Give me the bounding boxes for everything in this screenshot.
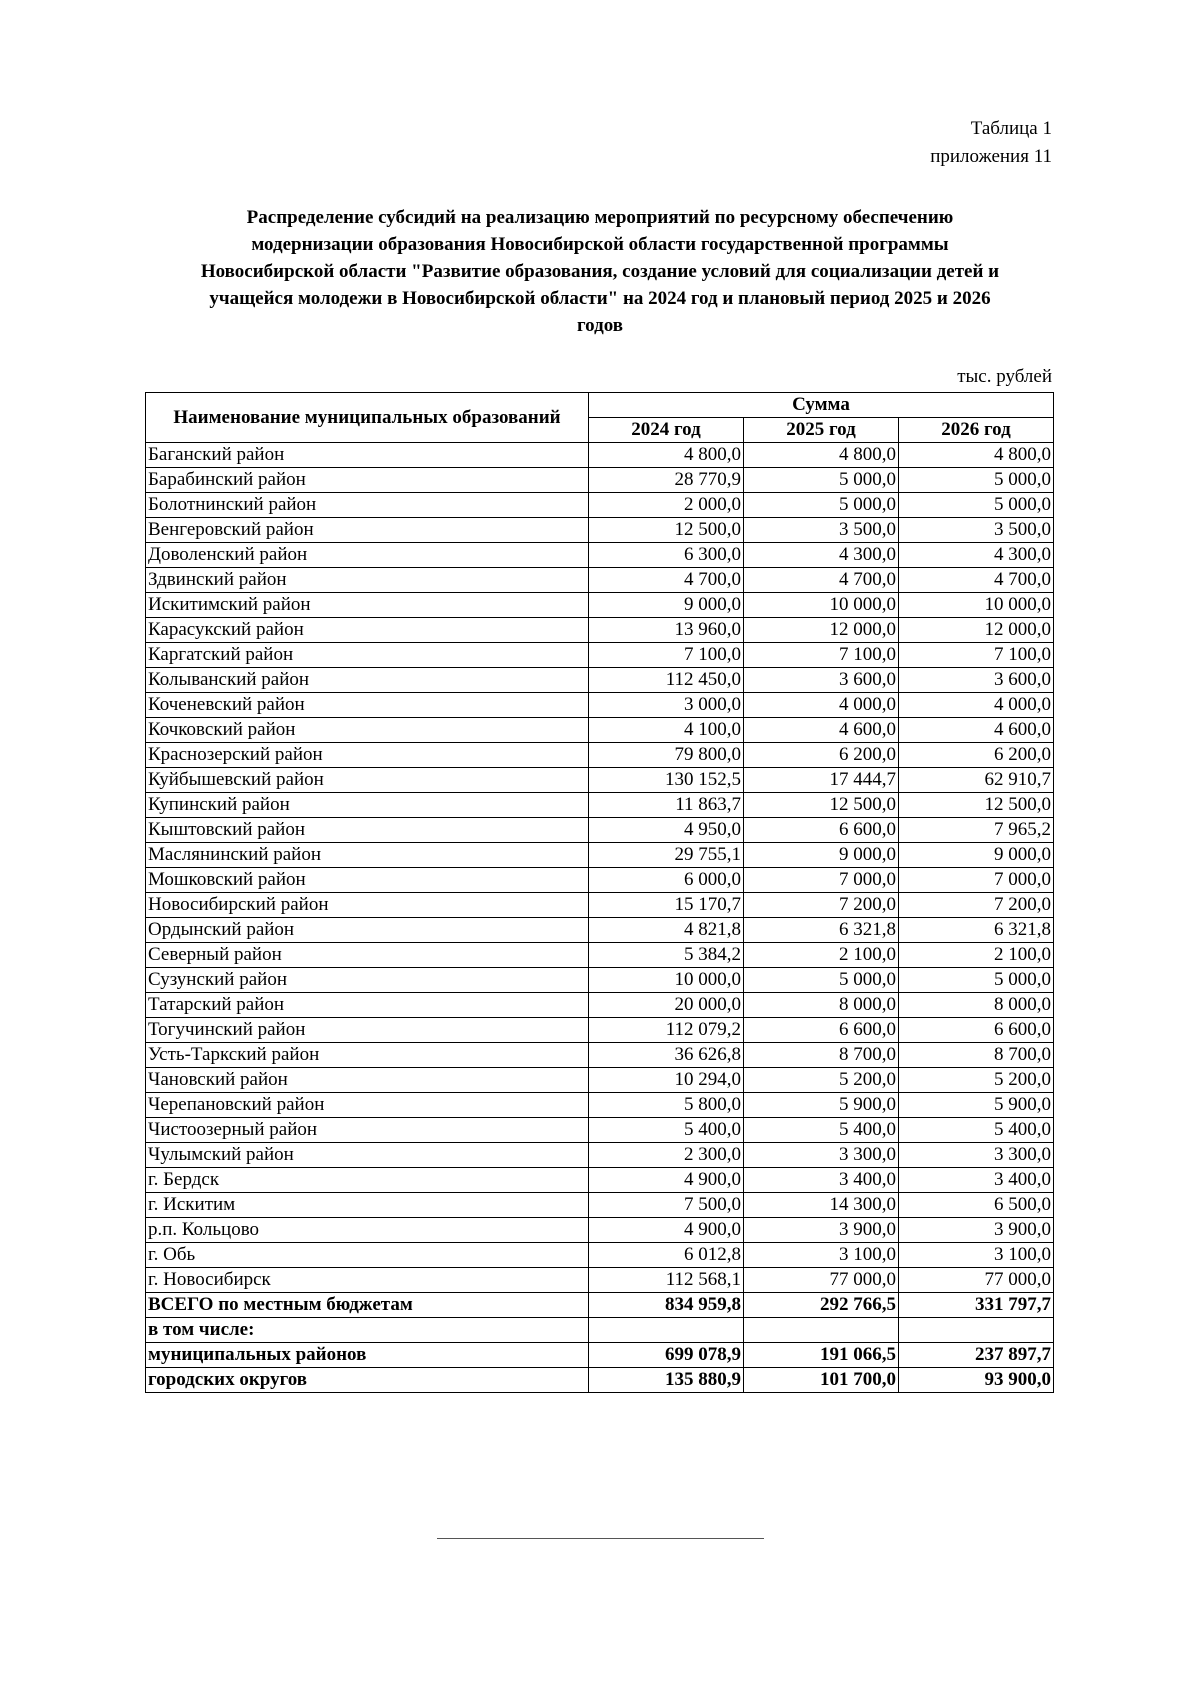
table-body bbox=[146, 443, 1054, 1393]
municipality-name-cell: Черепановский район bbox=[146, 1093, 589, 1118]
amount-cell: 13 960,0 bbox=[589, 618, 744, 643]
amount-cell: 4 300,0 bbox=[744, 543, 899, 568]
municipality-column-header: Наименование муниципальных образований bbox=[146, 393, 589, 443]
amount-cell: 4 000,0 bbox=[899, 693, 1054, 718]
table-row bbox=[146, 1118, 1054, 1143]
amount-cell: 7 000,0 bbox=[899, 868, 1054, 893]
amount-cell: 77 000,0 bbox=[899, 1268, 1054, 1293]
amount-cell: 5 000,0 bbox=[744, 493, 899, 518]
municipality-name-cell: Северный район bbox=[146, 943, 589, 968]
amount-cell: 4 821,8 bbox=[589, 918, 744, 943]
amount-cell: 5 400,0 bbox=[589, 1118, 744, 1143]
amount-cell: 2 100,0 bbox=[744, 943, 899, 968]
municipality-name-cell: р.п. Кольцово bbox=[146, 1218, 589, 1243]
amount-cell: 5 000,0 bbox=[899, 468, 1054, 493]
municipality-name-cell: в том числе: bbox=[146, 1318, 589, 1343]
amount-cell: 101 700,0 bbox=[744, 1368, 899, 1393]
table-row bbox=[146, 1368, 1054, 1393]
municipality-name-cell: Кочковский район bbox=[146, 718, 589, 743]
amount-cell: 4 700,0 bbox=[899, 568, 1054, 593]
amount-cell: 3 400,0 bbox=[744, 1168, 899, 1193]
title-line: модернизации образования Новосибирской области государственной программы bbox=[251, 234, 949, 255]
table-row bbox=[146, 1043, 1054, 1068]
amount-cell: 9 000,0 bbox=[744, 843, 899, 868]
table-row bbox=[146, 893, 1054, 918]
table-row bbox=[146, 1343, 1054, 1368]
municipality-name-cell: Здвинский район bbox=[146, 568, 589, 593]
amount-cell: 10 294,0 bbox=[589, 1068, 744, 1093]
amount-cell: 130 152,5 bbox=[589, 768, 744, 793]
units-label: тыс. рублей bbox=[957, 366, 1052, 387]
amount-cell: 191 066,5 bbox=[744, 1343, 899, 1368]
amount-cell: 2 000,0 bbox=[589, 493, 744, 518]
document-title bbox=[140, 204, 1060, 339]
title-line: годов bbox=[576, 315, 623, 336]
table-row bbox=[146, 1218, 1054, 1243]
amount-cell: 6 600,0 bbox=[744, 1018, 899, 1043]
amount-cell: 6 012,8 bbox=[589, 1243, 744, 1268]
amount-cell: 6 200,0 bbox=[899, 743, 1054, 768]
table-row bbox=[146, 743, 1054, 768]
table-row bbox=[146, 468, 1054, 493]
amount-cell: 4 600,0 bbox=[899, 718, 1054, 743]
amount-cell: 331 797,7 bbox=[899, 1293, 1054, 1318]
table-row bbox=[146, 1168, 1054, 1193]
sum-column-header: Сумма bbox=[589, 393, 1054, 418]
municipality-name-cell: Чановский район bbox=[146, 1068, 589, 1093]
municipality-name-cell: Чистоозерный район bbox=[146, 1118, 589, 1143]
municipality-name-cell: г. Новосибирск bbox=[146, 1268, 589, 1293]
amount-cell: 2 100,0 bbox=[899, 943, 1054, 968]
amount-cell: 4 000,0 bbox=[744, 693, 899, 718]
municipality-name-cell: Тогучинский район bbox=[146, 1018, 589, 1043]
amount-cell: 5 400,0 bbox=[744, 1118, 899, 1143]
amount-cell: 4 300,0 bbox=[899, 543, 1054, 568]
amount-cell: 4 600,0 bbox=[744, 718, 899, 743]
amount-cell: 112 568,1 bbox=[589, 1268, 744, 1293]
municipality-name-cell: г. Обь bbox=[146, 1243, 589, 1268]
amount-cell: 7 200,0 bbox=[899, 893, 1054, 918]
amount-cell: 4 700,0 bbox=[589, 568, 744, 593]
amount-cell: 135 880,9 bbox=[589, 1368, 744, 1393]
amount-cell: 5 200,0 bbox=[899, 1068, 1054, 1093]
amount-cell: 7 200,0 bbox=[744, 893, 899, 918]
amount-cell: 8 000,0 bbox=[744, 993, 899, 1018]
municipality-name-cell: г. Искитим bbox=[146, 1193, 589, 1218]
amount-cell: 4 100,0 bbox=[589, 718, 744, 743]
amount-cell: 112 450,0 bbox=[589, 668, 744, 693]
table-row bbox=[146, 918, 1054, 943]
amount-cell: 4 900,0 bbox=[589, 1168, 744, 1193]
title-line: Новосибирской области "Развитие образования, создание условий для социализации детей и bbox=[200, 261, 1000, 282]
amount-cell: 237 897,7 bbox=[899, 1343, 1054, 1368]
table-row bbox=[146, 1243, 1054, 1268]
amount-cell: 4 900,0 bbox=[589, 1218, 744, 1243]
table-row bbox=[146, 1268, 1054, 1293]
amount-cell: 10 000,0 bbox=[899, 593, 1054, 618]
amount-cell: 3 900,0 bbox=[744, 1218, 899, 1243]
title-line: Распределение субсидий на реализацию мероприятий по ресурсному обеспечению bbox=[246, 207, 954, 228]
year-column-header: 2026 год bbox=[899, 418, 1054, 443]
amount-cell: 3 600,0 bbox=[744, 668, 899, 693]
amount-cell: 3 100,0 bbox=[744, 1243, 899, 1268]
amount-cell: 5 800,0 bbox=[589, 1093, 744, 1118]
amount-cell: 834 959,8 bbox=[589, 1293, 744, 1318]
table-row bbox=[146, 643, 1054, 668]
amount-cell: 5 000,0 bbox=[744, 468, 899, 493]
municipality-name-cell: Усть-Таркский район bbox=[146, 1043, 589, 1068]
table-row bbox=[146, 843, 1054, 868]
amount-cell: 5 400,0 bbox=[899, 1118, 1054, 1143]
amount-cell: 7 965,2 bbox=[899, 818, 1054, 843]
municipality-name-cell: Баганский район bbox=[146, 443, 589, 468]
municipality-name-cell: Новосибирский район bbox=[146, 893, 589, 918]
table-row bbox=[146, 693, 1054, 718]
table-row bbox=[146, 818, 1054, 843]
amount-cell: 9 000,0 bbox=[589, 593, 744, 618]
amount-cell: 9 000,0 bbox=[899, 843, 1054, 868]
amount-cell: 6 321,8 bbox=[744, 918, 899, 943]
amount-cell: 3 400,0 bbox=[899, 1168, 1054, 1193]
amount-cell bbox=[589, 1318, 744, 1343]
amount-cell: 20 000,0 bbox=[589, 993, 744, 1018]
amount-cell: 7 000,0 bbox=[744, 868, 899, 893]
amount-cell: 36 626,8 bbox=[589, 1043, 744, 1068]
table-row bbox=[146, 443, 1054, 468]
amount-cell: 62 910,7 bbox=[899, 768, 1054, 793]
municipality-name-cell: Коченевский район bbox=[146, 693, 589, 718]
table-row bbox=[146, 593, 1054, 618]
table-row bbox=[146, 1018, 1054, 1043]
table-row bbox=[146, 1068, 1054, 1093]
amount-cell: 7 100,0 bbox=[899, 643, 1054, 668]
amount-cell: 3 300,0 bbox=[899, 1143, 1054, 1168]
municipality-name-cell: Татарский район bbox=[146, 993, 589, 1018]
amount-cell: 93 900,0 bbox=[899, 1368, 1054, 1393]
amount-cell: 5 000,0 bbox=[744, 968, 899, 993]
municipality-name-cell: Карасукский район bbox=[146, 618, 589, 643]
end-divider bbox=[437, 1538, 764, 1539]
amount-cell: 699 078,9 bbox=[589, 1343, 744, 1368]
amount-cell: 12 000,0 bbox=[899, 618, 1054, 643]
amount-cell: 112 079,2 bbox=[589, 1018, 744, 1043]
municipality-name-cell: Каргатский район bbox=[146, 643, 589, 668]
amount-cell: 12 500,0 bbox=[899, 793, 1054, 818]
table-row bbox=[146, 618, 1054, 643]
table-row bbox=[146, 1293, 1054, 1318]
municipality-name-cell: Маслянинский район bbox=[146, 843, 589, 868]
municipality-name-cell: Доволенский район bbox=[146, 543, 589, 568]
amount-cell: 3 500,0 bbox=[899, 518, 1054, 543]
municipality-name-cell: Колыванский район bbox=[146, 668, 589, 693]
table-row bbox=[146, 568, 1054, 593]
table-row bbox=[146, 793, 1054, 818]
table-row bbox=[146, 1093, 1054, 1118]
amount-cell: 3 900,0 bbox=[899, 1218, 1054, 1243]
table-row bbox=[146, 968, 1054, 993]
amount-cell: 7 100,0 bbox=[744, 643, 899, 668]
municipality-name-cell: Болотнинский район bbox=[146, 493, 589, 518]
amount-cell: 3 500,0 bbox=[744, 518, 899, 543]
table-reference: Таблица 1 bbox=[970, 118, 1052, 139]
table-row bbox=[146, 1318, 1054, 1343]
amount-cell: 2 300,0 bbox=[589, 1143, 744, 1168]
amount-cell: 6 300,0 bbox=[589, 543, 744, 568]
municipality-name-cell: городских округов bbox=[146, 1368, 589, 1393]
appendix-reference: приложения 11 bbox=[930, 146, 1052, 167]
amount-cell: 29 755,1 bbox=[589, 843, 744, 868]
amount-cell: 3 300,0 bbox=[744, 1143, 899, 1168]
year-column-header: 2025 год bbox=[744, 418, 899, 443]
table-row bbox=[146, 668, 1054, 693]
table-row bbox=[146, 1143, 1054, 1168]
amount-cell: 5 000,0 bbox=[899, 968, 1054, 993]
municipality-name-cell: Мошковский район bbox=[146, 868, 589, 893]
municipality-name-cell: муниципальных районов bbox=[146, 1343, 589, 1368]
amount-cell: 6 200,0 bbox=[744, 743, 899, 768]
amount-cell: 77 000,0 bbox=[744, 1268, 899, 1293]
table-row bbox=[146, 1193, 1054, 1218]
amount-cell: 7 100,0 bbox=[589, 643, 744, 668]
amount-cell: 11 863,7 bbox=[589, 793, 744, 818]
municipality-name-cell: Купинский район bbox=[146, 793, 589, 818]
amount-cell: 12 000,0 bbox=[744, 618, 899, 643]
municipality-name-cell: Куйбышевский район bbox=[146, 768, 589, 793]
table-row bbox=[146, 868, 1054, 893]
year-column-header: 2024 год bbox=[589, 418, 744, 443]
amount-cell: 5 200,0 bbox=[744, 1068, 899, 1093]
amount-cell: 6 500,0 bbox=[899, 1193, 1054, 1218]
amount-cell: 12 500,0 bbox=[589, 518, 744, 543]
amount-cell: 28 770,9 bbox=[589, 468, 744, 493]
table-row bbox=[146, 718, 1054, 743]
table-row bbox=[146, 993, 1054, 1018]
amount-cell: 3 600,0 bbox=[899, 668, 1054, 693]
amount-cell: 8 000,0 bbox=[899, 993, 1054, 1018]
amount-cell: 6 000,0 bbox=[589, 868, 744, 893]
amount-cell: 8 700,0 bbox=[744, 1043, 899, 1068]
table-row bbox=[146, 543, 1054, 568]
amount-cell bbox=[744, 1318, 899, 1343]
amount-cell: 4 800,0 bbox=[589, 443, 744, 468]
amount-cell: 79 800,0 bbox=[589, 743, 744, 768]
amount-cell: 14 300,0 bbox=[744, 1193, 899, 1218]
table-row bbox=[146, 518, 1054, 543]
amount-cell: 12 500,0 bbox=[744, 793, 899, 818]
amount-cell: 6 600,0 bbox=[744, 818, 899, 843]
subsidy-table bbox=[145, 392, 1054, 1393]
amount-cell: 3 000,0 bbox=[589, 693, 744, 718]
amount-cell: 6 600,0 bbox=[899, 1018, 1054, 1043]
amount-cell bbox=[899, 1318, 1054, 1343]
amount-cell: 4 950,0 bbox=[589, 818, 744, 843]
amount-cell: 292 766,5 bbox=[744, 1293, 899, 1318]
amount-cell: 17 444,7 bbox=[744, 768, 899, 793]
amount-cell: 5 900,0 bbox=[744, 1093, 899, 1118]
municipality-name-cell: ВСЕГО по местным бюджетам bbox=[146, 1293, 589, 1318]
municipality-name-cell: Искитимский район bbox=[146, 593, 589, 618]
amount-cell: 5 900,0 bbox=[899, 1093, 1054, 1118]
amount-cell: 5 000,0 bbox=[899, 493, 1054, 518]
amount-cell: 10 000,0 bbox=[744, 593, 899, 618]
municipality-name-cell: Венгеровский район bbox=[146, 518, 589, 543]
table-row bbox=[146, 768, 1054, 793]
amount-cell: 6 321,8 bbox=[899, 918, 1054, 943]
table-row bbox=[146, 493, 1054, 518]
municipality-name-cell: Чулымский район bbox=[146, 1143, 589, 1168]
municipality-name-cell: Барабинский район bbox=[146, 468, 589, 493]
municipality-name-cell: Краснозерский район bbox=[146, 743, 589, 768]
amount-cell: 4 800,0 bbox=[899, 443, 1054, 468]
municipality-name-cell: Сузунский район bbox=[146, 968, 589, 993]
municipality-name-cell: г. Бердск bbox=[146, 1168, 589, 1193]
amount-cell: 3 100,0 bbox=[899, 1243, 1054, 1268]
amount-cell: 8 700,0 bbox=[899, 1043, 1054, 1068]
amount-cell: 15 170,7 bbox=[589, 893, 744, 918]
amount-cell: 10 000,0 bbox=[589, 968, 744, 993]
table-row bbox=[146, 943, 1054, 968]
amount-cell: 4 700,0 bbox=[744, 568, 899, 593]
amount-cell: 5 384,2 bbox=[589, 943, 744, 968]
municipality-name-cell: Ордынский район bbox=[146, 918, 589, 943]
amount-cell: 4 800,0 bbox=[744, 443, 899, 468]
amount-cell: 7 500,0 bbox=[589, 1193, 744, 1218]
title-line: учащейся молодежи в Новосибирской области" на 2024 год и плановый период 2025 и 2026 bbox=[209, 288, 991, 309]
municipality-name-cell: Кыштовский район bbox=[146, 818, 589, 843]
